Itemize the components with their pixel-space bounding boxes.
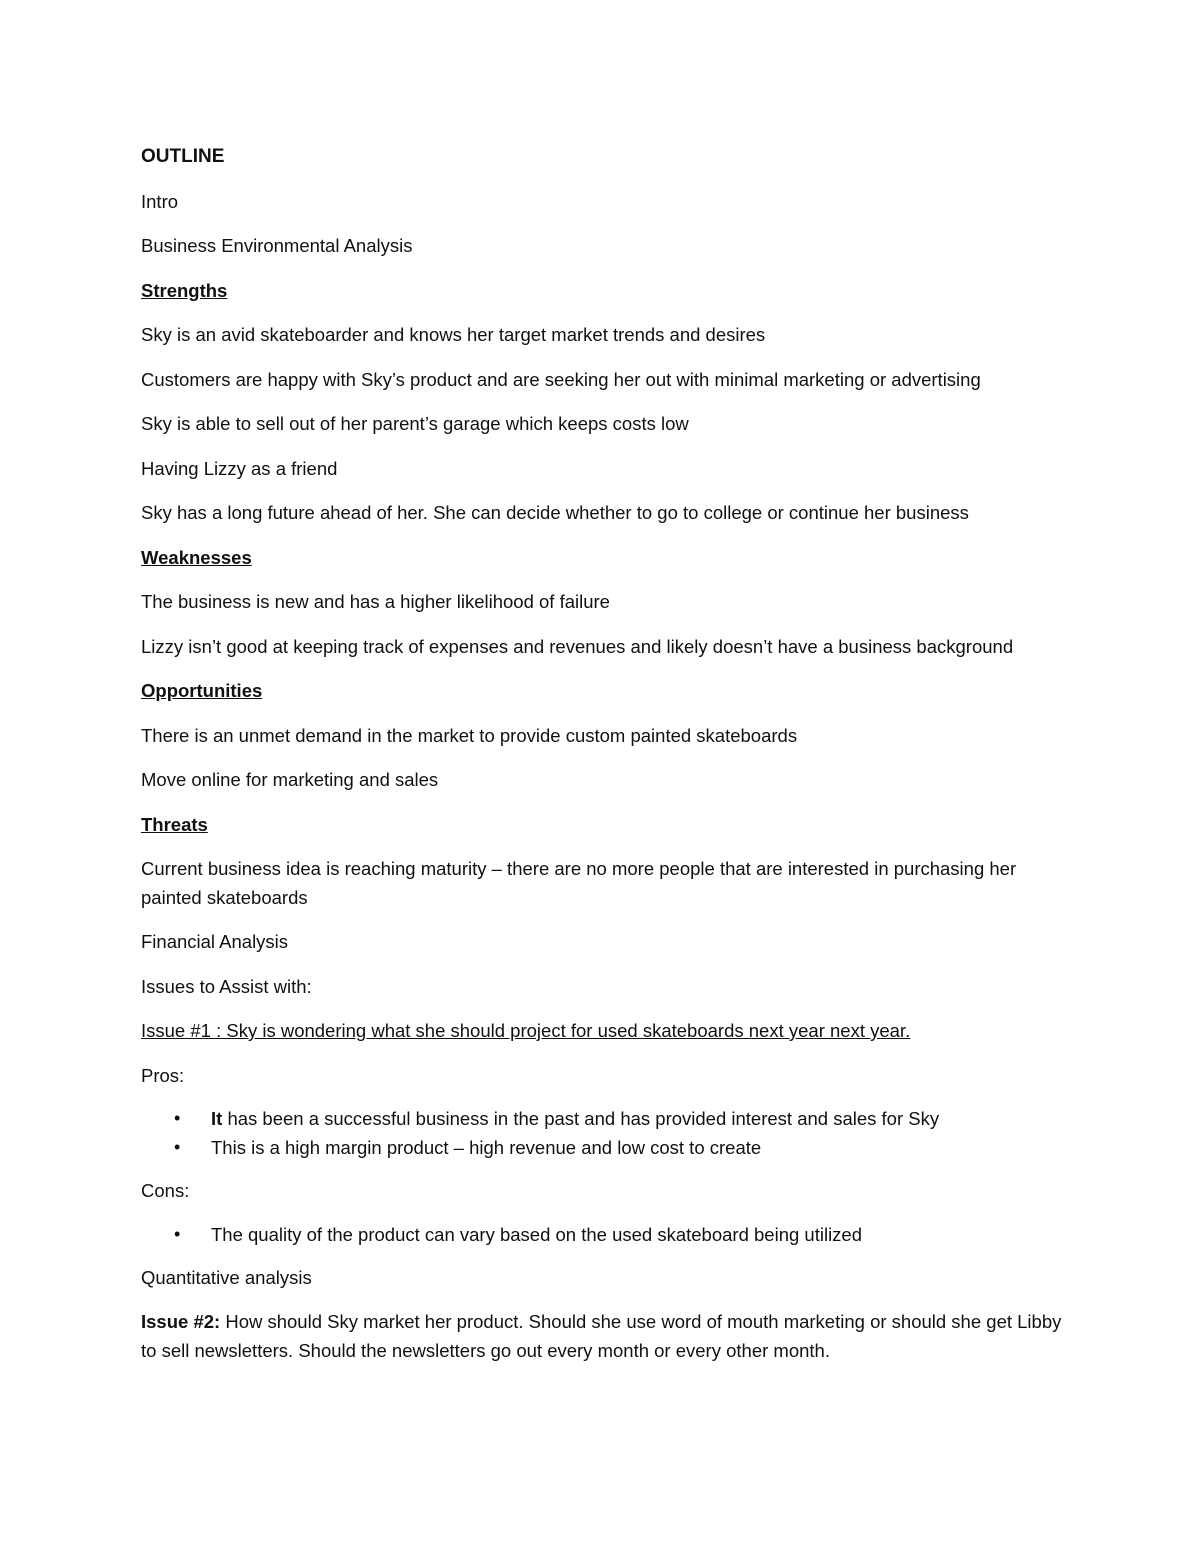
- document-body: [141, 143, 1071, 1381]
- outline-title: OUTLINE: [141, 146, 225, 167]
- weaknesses-heading: Weaknesses: [141, 546, 252, 568]
- list-item: [141, 1220, 1071, 1249]
- strength-item: Customers are happy with Sky’s product and are seeking her out with minimal marketing or advertising: [141, 368, 981, 390]
- pros-list: [141, 1104, 1071, 1162]
- pros-label: Pros:: [141, 1064, 185, 1086]
- bullet-icon: •: [174, 1223, 181, 1244]
- financial-analysis-heading: Financial Analysis: [141, 931, 289, 952]
- cons-label: Cons:: [141, 1180, 190, 1201]
- strength-item: Sky is able to sell out of her parent’s garage which keeps costs low: [141, 413, 689, 434]
- weakness-item: The business is new and has a higher likelihood of failure: [141, 591, 610, 612]
- issue2-text: How should Sky market her product. Should she use word of mouth marketing or should she get Libby to sell newsletters. Should the newsletters go out every month or every other month.: [141, 1311, 1062, 1361]
- opportunity-item: Move online for marketing and sales: [141, 769, 439, 790]
- threat-item: Current business idea is reaching maturity – there are no more people that are interested in purchasing her painted skateboards: [141, 858, 1017, 908]
- list-item: [141, 1133, 1071, 1162]
- weakness-item: Lizzy isn’t good at keeping track of expenses and revenues and likely doesn’t have a business background: [141, 635, 1014, 657]
- issues-heading: Issues to Assist with:: [141, 975, 312, 997]
- opportunity-item: There is an unmet demand in the market to provide custom painted skateboards: [141, 724, 798, 746]
- quantitative-analysis-heading: Quantitative analysis: [141, 1266, 312, 1288]
- pros-item-lead: It: [211, 1108, 223, 1129]
- business-env-heading: Business Environmental Analysis: [141, 235, 413, 256]
- cons-list: [141, 1220, 1071, 1249]
- strength-item: Sky has a long future ahead of her. She can decide whether to go to college or continue her business: [141, 502, 969, 523]
- pros-item-text: has been a successful business in the past and has provided interest and sales for Sky: [222, 1108, 940, 1129]
- pros-item-text: This is a high margin product – high revenue and low cost to create: [211, 1137, 762, 1158]
- issue1-title: Issue #1 : Sky is wondering what she should project for used skateboards next year next year.: [141, 1020, 911, 1041]
- strengths-heading: Strengths: [141, 279, 228, 301]
- issue2-label: Issue #2:: [141, 1311, 221, 1332]
- intro-heading: Intro: [141, 190, 179, 212]
- strength-item: Having Lizzy as a friend: [141, 457, 338, 479]
- threats-heading: Threats: [141, 813, 208, 835]
- list-item: [141, 1104, 1071, 1133]
- opportunities-heading: Opportunities: [141, 680, 263, 701]
- issue2-paragraph: [141, 1308, 1071, 1365]
- strength-item: Sky is an avid skateboarder and knows her target market trends and desires: [141, 324, 766, 345]
- cons-item-text: The quality of the product can vary based on the used skateboard being utilized: [211, 1223, 863, 1245]
- bullet-icon: •: [174, 1137, 181, 1157]
- bullet-icon: •: [174, 1108, 181, 1128]
